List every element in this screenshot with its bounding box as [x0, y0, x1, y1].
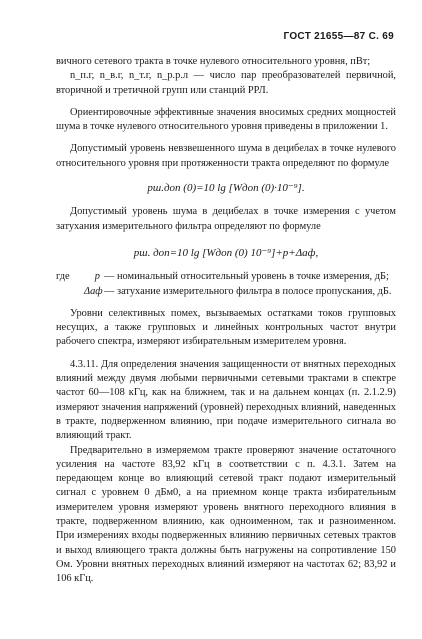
paragraph-permissible-level: Допустимый уровень невзвешенного шума в децибелах в точке нулевого относительного уровня при протяженности тракта определяют по формуле: [56, 143, 396, 169]
formula-permissible-noise: pш.доп (0)=10 lg [Wдоп (0)·10⁻⁹].: [147, 182, 305, 195]
paragraph-continuation: вичного сетевого тракта в точке нулевого относительного уровня, пВт;: [56, 56, 371, 67]
document-body: [56, 55, 396, 587]
page-header: ГОСТ 21655—87 С. 69: [283, 31, 394, 42]
paragraph-filter-level: Допустимый уровень шума в децибелах в точке измерения с учетом затухания измерительного фильтра определяют по формуле: [56, 206, 396, 232]
def-symbol-delta: Δaф: [84, 285, 103, 297]
paragraph-preliminary: Предварительно в измеряемом тракте проверяют значение остаточного усиления на частоте 83,92 кГц в соответствии с п. 4.3.1. Затем на передающем конце во влияющий сетевой тракт подают измерительный сигнал с уровнем 0 дБм0, а на приемном конце тракта избирательным измерителем уровня измеряют уровень внятного переходного влияния в тракте, подверженном влиянию, как одноименном, так и разноименном. При измерениях входы подверженных влиянию первичных сетевых трактов и выход влияющего тракта должны быть нагружены на сопротивление 150 Ом. Уровни внятных переходных влияний измеряют на частотах 62; 83,92 и 106 кГц.: [56, 444, 396, 585]
paragraph-4-3-11: 4.3.11. Для определения значения защищенности от внятных переходных влияний между двумя любыми первичными сетевыми трактами в спектре частот 60—108 кГц, как на ближнем, так и на дальнем концах (п. 2.1.2.9) измеряют значения напряжений (уровней) переходных влияний, наведенных в тракте, подверженном влиянию, при подаче измерительного сигнала во влияющий тракт.: [56, 358, 396, 442]
formula-noise-with-filter: pш. доп=10 lg [Wдоп (0) 10⁻⁹]+p+Δaф,: [133, 246, 319, 259]
def-text-delta: — затухание измерительного фильтра в полосе пропускания, дБ.: [104, 285, 392, 297]
paragraph-reference: Ориентировочные эффективные значения вносимых средних мощностей шума в точке нулевого относительного уровня приведены в приложении 1.: [56, 106, 396, 133]
def-text-p: — номинальный относительный уровень в точке измерения, дБ;: [104, 271, 389, 283]
def-symbol-p: p: [94, 271, 100, 283]
paragraph-counts: n_п.г, n_в.г, n_т.г, n_р.р.л — число пар преобразователей первичной, вторичной и третичной групп или станций РРЛ.: [56, 70, 396, 96]
paragraph-selective-noise: Уровни селективных помех, вызываемых остатками токов групповых несущих, а также групповых и линейных контрольных частот внутри рабочего спектра, измеряют избирательным измерителем уровня.: [56, 307, 396, 348]
definitions-list: [56, 270, 396, 299]
where-label: где: [56, 271, 70, 283]
